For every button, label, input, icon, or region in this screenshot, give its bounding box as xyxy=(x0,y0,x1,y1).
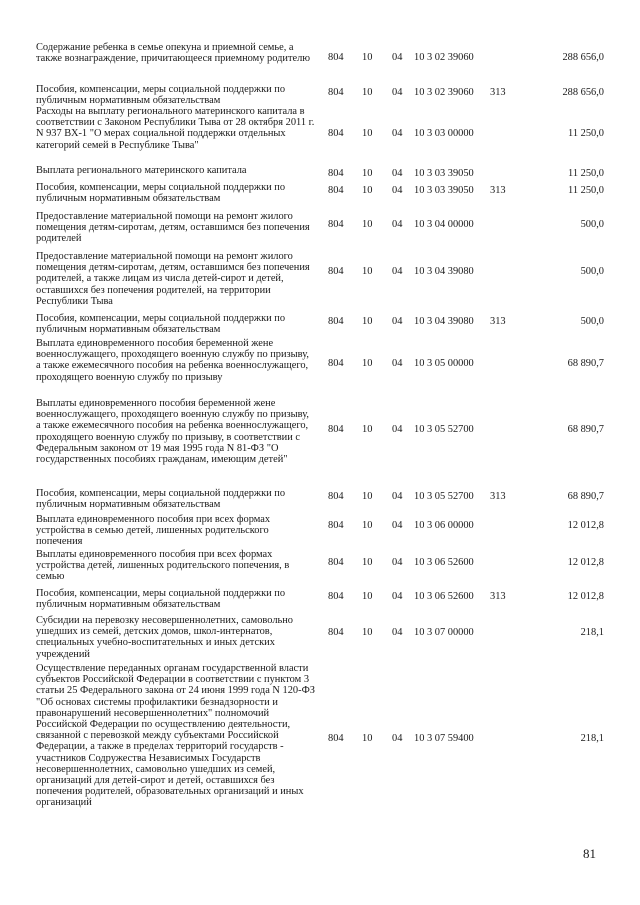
target-code: 10 3 04 39080 xyxy=(414,266,474,277)
row-name: Пособия, компенсации, меры социальной поддержки по публичным нормативным обязательствам xyxy=(36,488,286,511)
subsection-code: 04 xyxy=(392,128,403,139)
target-code: 10 3 07 59400 xyxy=(414,733,474,744)
subsection-code: 04 xyxy=(392,185,403,196)
target-code: 10 3 06 52600 xyxy=(414,591,474,602)
ved-code: 804 xyxy=(328,733,344,744)
expense-type-code: 313 xyxy=(490,87,506,98)
page-number: 81 xyxy=(583,846,596,861)
expense-type-code: 313 xyxy=(490,316,506,327)
amount: 11 250,0 xyxy=(568,185,604,196)
amount: 68 890,7 xyxy=(567,424,604,435)
row-name: Пособия, компенсации, меры социальной поддержки по публичным нормативным обязательствам xyxy=(36,313,286,336)
target-code: 10 3 07 00000 xyxy=(414,627,474,638)
section-code: 10 xyxy=(362,557,373,568)
row-name: Субсидии на перевозку несовершеннолетних, самовольно ушедших из семей, детских домов, школ-интернатов, специальных учебно-воспитательных и иных детских учреждений xyxy=(36,615,294,660)
subsection-code: 04 xyxy=(392,266,403,277)
section-code: 10 xyxy=(362,219,373,230)
row-name: Пособия, компенсации, меры социальной поддержки по публичным нормативным обязательствам xyxy=(36,182,286,205)
section-code: 10 xyxy=(362,358,373,369)
ved-code: 804 xyxy=(328,591,344,602)
amount: 11 250,0 xyxy=(568,168,604,179)
section-code: 10 xyxy=(362,128,373,139)
amount: 218,1 xyxy=(580,733,604,744)
ved-code: 804 xyxy=(328,491,344,502)
ved-code: 804 xyxy=(328,168,344,179)
subsection-code: 04 xyxy=(392,219,403,230)
target-code: 10 3 06 52600 xyxy=(414,557,474,568)
row-name: Расходы на выплату регионального материнского капитала в соответствии с Законом Республики Тыва от 28 октября 2011 г. N 937 ВХ-1 "О мерах социальной поддержки отдельных категорий семей в Республике Тыва" xyxy=(36,106,315,151)
target-code: 10 3 05 52700 xyxy=(414,491,474,502)
amount: 500,0 xyxy=(580,266,604,277)
ved-code: 804 xyxy=(328,520,344,531)
amount: 68 890,7 xyxy=(567,358,604,369)
subsection-code: 04 xyxy=(392,591,403,602)
section-code: 10 xyxy=(362,266,373,277)
ved-code: 804 xyxy=(328,424,344,435)
ved-code: 804 xyxy=(328,316,344,327)
subsection-code: 04 xyxy=(392,627,403,638)
subsection-code: 04 xyxy=(392,424,403,435)
amount: 12 012,8 xyxy=(567,520,604,531)
section-code: 10 xyxy=(362,168,373,179)
row-name: Выплата единовременного пособия при всех формах устройства в семью детей, лишенных родительского попечения xyxy=(36,514,271,548)
expense-type-code: 313 xyxy=(490,491,506,502)
amount: 68 890,7 xyxy=(567,491,604,502)
ved-code: 804 xyxy=(328,358,344,369)
target-code: 10 3 05 00000 xyxy=(414,358,474,369)
section-code: 10 xyxy=(362,627,373,638)
subsection-code: 04 xyxy=(392,733,403,744)
subsection-code: 04 xyxy=(392,557,403,568)
target-code: 10 3 02 39060 xyxy=(414,87,474,98)
section-code: 10 xyxy=(362,520,373,531)
ved-code: 804 xyxy=(328,627,344,638)
target-code: 10 3 03 00000 xyxy=(414,128,474,139)
target-code: 10 3 05 52700 xyxy=(414,424,474,435)
ved-code: 804 xyxy=(328,185,344,196)
ved-code: 804 xyxy=(328,266,344,277)
amount: 11 250,0 xyxy=(568,128,604,139)
section-code: 10 xyxy=(362,87,373,98)
ved-code: 804 xyxy=(328,557,344,568)
section-code: 10 xyxy=(362,185,373,196)
target-code: 10 3 04 00000 xyxy=(414,219,474,230)
section-code: 10 xyxy=(362,491,373,502)
subsection-code: 04 xyxy=(392,52,403,63)
row-name: Осуществление переданных органам государственной власти субъектов Российской Федерации в соответствии с пунктом 3 статьи 25 Федерального закона от 24 июня 1999 года N 120-ФЗ "Об основах системы профилактики безнадзорности и правонарушений несовершеннолетних" полномочий Российской Федерации по осуществлению деятельности, связанной с перевозкой между субъектами Российской Федерации, а также в пределах территорий государств - участников Содружества Независимых Государств несовершеннолетних, самовольно ушедших из семей, организаций для детей-сирот и детей, оставшихся без попечения родителей, образовательных организаций и иных организаций xyxy=(36,663,315,809)
amount: 12 012,8 xyxy=(567,591,604,602)
section-code: 10 xyxy=(362,424,373,435)
target-code: 10 3 03 39050 xyxy=(414,185,474,196)
ved-code: 804 xyxy=(328,219,344,230)
subsection-code: 04 xyxy=(392,520,403,531)
amount: 288 656,0 xyxy=(562,52,604,63)
target-code: 10 3 03 39050 xyxy=(414,168,474,179)
ved-code: 804 xyxy=(328,52,344,63)
row-name: Содержание ребенка в семье опекуна и приемной семье, а также вознаграждение, причитающееся приемному родителю xyxy=(36,42,311,65)
section-code: 10 xyxy=(362,316,373,327)
expense-type-code: 313 xyxy=(490,185,506,196)
section-code: 10 xyxy=(362,591,373,602)
amount: 500,0 xyxy=(580,316,604,327)
row-name: Предоставление материальной помощи на ремонт жилого помещения детям-сиротам, детям, оставшимся без попечения родителей xyxy=(36,211,310,245)
row-name: Пособия, компенсации, меры социальной поддержки по публичным нормативным обязательствам xyxy=(36,588,286,611)
target-code: 10 3 02 39060 xyxy=(414,52,474,63)
amount: 288 656,0 xyxy=(562,87,604,98)
section-code: 10 xyxy=(362,733,373,744)
row-name: Выплата единовременного пособия беременной жене военнослужащего, проходящего военную службу по призыву, а также ежемесячного пособия на ребенка военнослужащего, проходящего военную службу по призыву xyxy=(36,338,309,383)
target-code: 10 3 04 39080 xyxy=(414,316,474,327)
expense-type-code: 313 xyxy=(490,591,506,602)
amount: 500,0 xyxy=(580,219,604,230)
ved-code: 804 xyxy=(328,87,344,98)
subsection-code: 04 xyxy=(392,358,403,369)
subsection-code: 04 xyxy=(392,316,403,327)
row-name: Выплаты единовременного пособия при всех формах устройства детей, лишенных родительского попечения, в семью xyxy=(36,549,290,583)
ved-code: 804 xyxy=(328,128,344,139)
section-code: 10 xyxy=(362,52,373,63)
subsection-code: 04 xyxy=(392,491,403,502)
row-name: Пособия, компенсации, меры социальной поддержки по публичным нормативным обязательствам xyxy=(36,84,286,107)
subsection-code: 04 xyxy=(392,87,403,98)
row-name: Предоставление материальной помощи на ремонт жилого помещения детям-сиротам, детям, оставшимся без попечения родителей, а также лицам из числа детей-сирот и детей, оставшихся без попечения родителей, на территории Республики Тыва xyxy=(36,251,310,307)
subsection-code: 04 xyxy=(392,168,403,179)
target-code: 10 3 06 00000 xyxy=(414,520,474,531)
amount: 218,1 xyxy=(580,627,604,638)
row-name: Выплата регионального материнского капитала xyxy=(36,165,247,176)
row-name: Выплаты единовременного пособия беременной жене военнослужащего, проходящего военную службу по призыву, а также ежемесячного пособия на ребенка военнослужащего, проходящего военную службу по призыву, в соответствии с Федеральным законом от 19 мая 1995 года N 81-ФЗ "О государственных пособиях гражданам, имеющим детей" xyxy=(36,398,309,466)
amount: 12 012,8 xyxy=(567,557,604,568)
